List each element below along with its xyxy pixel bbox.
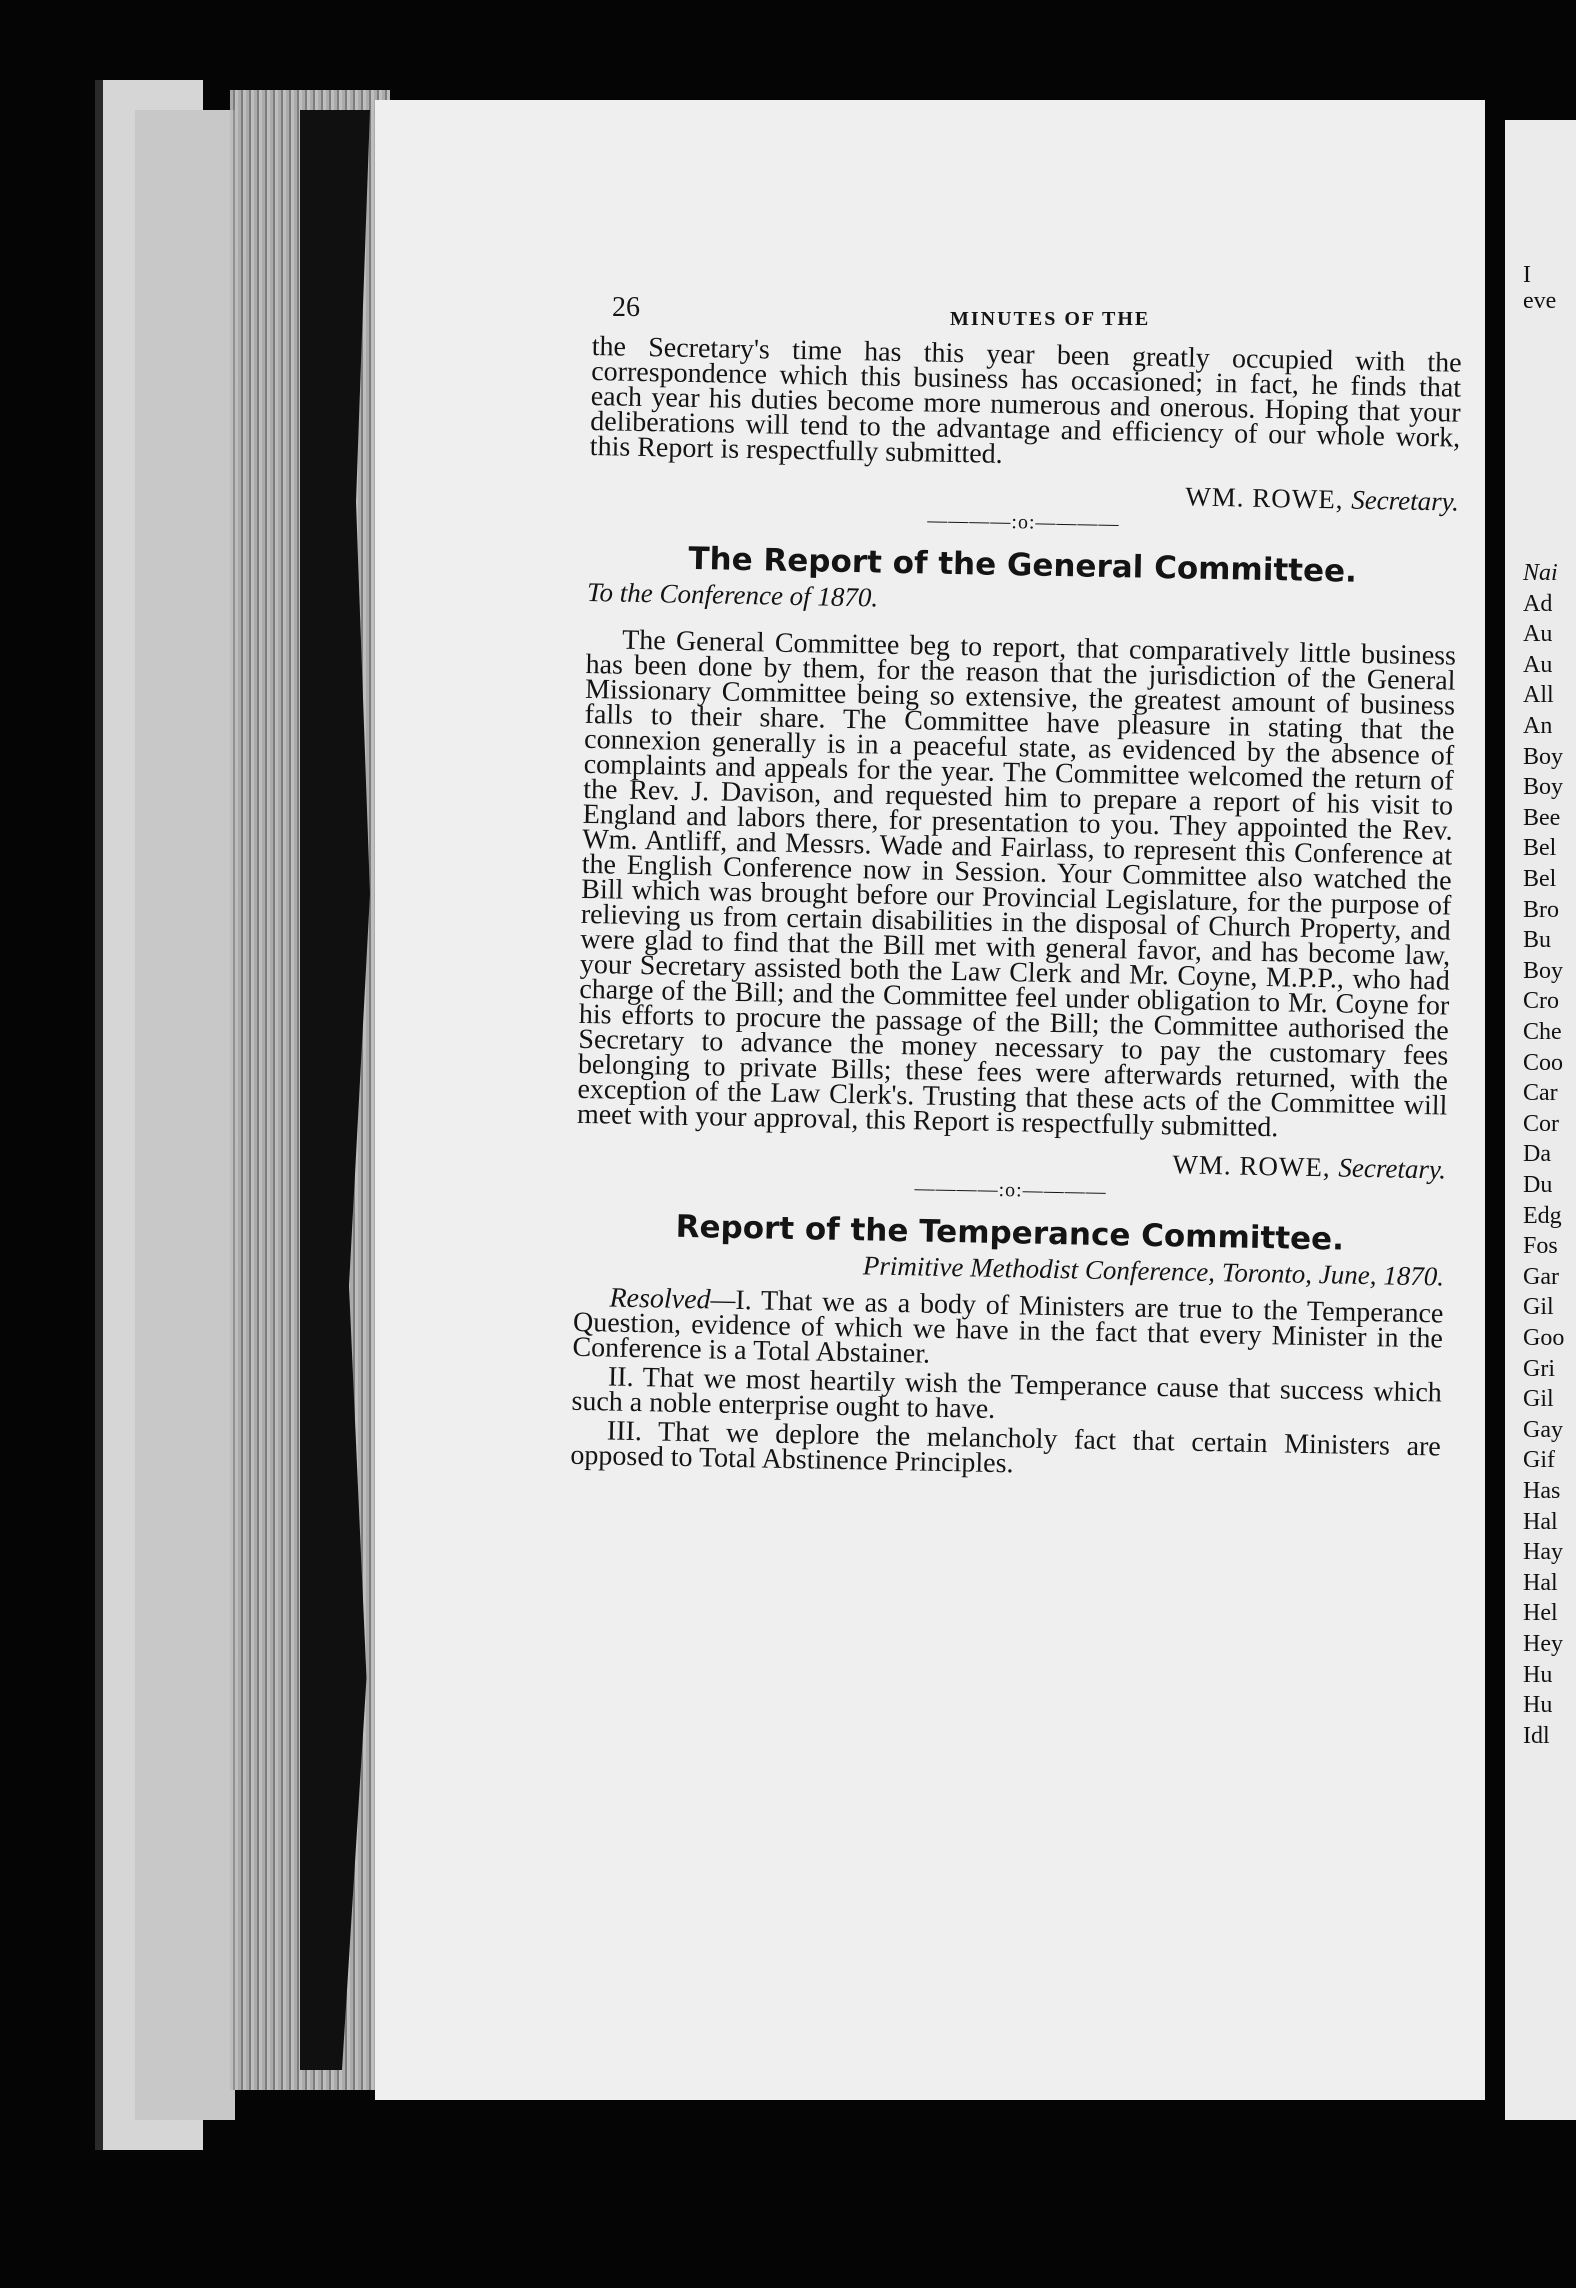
facing-page-fragment: Bu (1523, 927, 1552, 954)
signature-role: Secretary. (1338, 1152, 1447, 1185)
resolved-label: Resolved— (609, 1282, 736, 1316)
signature-role: Secretary. (1350, 484, 1460, 517)
general-committee-body: The General Committee beg to report, that comparatively little business has been done by them, for the reason that the jurisdiction of the General Missionary Committee being so extensive, the greatest amount of business falls to their share. The Committee have pleasure in stating that the connexion generally is in a peaceful state, as evidenced by the absence of complaints and appeals for the year. The Committee welcomed the return of the Rev. J. Davison, and requested him to prepare a report of his visit to England and labors there, for presentation to you. They appointed the Rev. Wm. Antliff, and Messrs. Wade and Fairlass, to represent this Conference at the English Conference now in Session. Your Committee also watched the Bill which was brought before our Provincial Legislature, for the purpose of relieving us from certain disabilities in the disposal of Church Property, and were glad to find that the Bill met with general favor, and has become law, your Secretary assisted both the Law Clerk and Mr. Coyne, M.P.P., who had charge of the Bill; and the Committee feel under obligation to Mr. Coyne for his efforts to procure the passage of the Bill; the Committee authorised the Secretary to advance the money necessary to pay the customary fees belonging to private Bills; these fees were afterwards returned, with the exception of the Law Clerk's. Trusting that these acts of the Committee will meet with your approval, this Report is respectfully submitted. (576, 624, 1457, 1144)
book-inner-board (135, 110, 235, 2120)
facing-page-fragment: All (1523, 682, 1554, 709)
facing-page-fragment: Bel (1523, 866, 1557, 892)
resolution-1-text: I. That we as a body of Ministers are true to the Temperance Question, evidence of which we have in the fact that every Minister in the Conference is a Total Abstainer. (572, 1284, 1444, 1370)
resolution-3: III. That we deplore the melancholy fact that certain Ministers are opposed to Total Abstinence Principles. (570, 1415, 1442, 1480)
facing-page-fragment: Hu (1523, 1692, 1553, 1719)
facing-page-fragment: Au (1523, 621, 1553, 648)
facing-page-fragment: Gri (1523, 1355, 1555, 1382)
facing-page-fragment: Hal (1523, 1569, 1558, 1596)
facing-page-fragment: Hu (1523, 1661, 1553, 1688)
page-number: 26 (612, 292, 640, 323)
facing-page-fragment: Boy (1523, 743, 1564, 770)
facing-page-fragment: Boy (1523, 774, 1564, 801)
section-divider: ————:o:———— (914, 1177, 1107, 1204)
gutter-shadow (300, 110, 370, 2070)
facing-page-fragment: eve (1523, 288, 1557, 314)
facing-page-fragment: Che (1523, 1019, 1562, 1045)
facing-page-fragment: Du (1523, 1172, 1553, 1198)
facing-page-fragment: Fos (1523, 1233, 1558, 1260)
facing-page-fragment: Edg (1523, 1202, 1562, 1229)
facing-page-fragment: Gif (1523, 1447, 1555, 1474)
temperance-committee-heading: Report of the Temperance Committee. (675, 1208, 1345, 1258)
facing-page-fragment: Gil (1523, 1294, 1554, 1321)
facing-page-fragment: Hay (1523, 1539, 1563, 1566)
signature-name: WM. ROWE, (1172, 1149, 1331, 1183)
facing-page-fragment: Cor (1523, 1110, 1559, 1137)
facing-page-fragment: Ad (1523, 590, 1553, 617)
facing-page-fragment: Bel (1523, 835, 1557, 862)
facing-page (1505, 120, 1576, 2120)
facing-page-fragment: Nai (1523, 560, 1558, 586)
facing-page-fragment: Gil (1523, 1386, 1554, 1413)
running-head-title: MINUTES OF THE (950, 308, 1151, 330)
facing-page-fragment: Hey (1523, 1631, 1563, 1657)
facing-page-fragment: Gay (1523, 1416, 1563, 1443)
facing-page-fragment: Hel (1523, 1600, 1558, 1627)
facing-page-fragment: I (1523, 262, 1531, 288)
facing-page-fragment: An (1523, 713, 1553, 739)
secretary-report-closing: the Secretary's time has this year been greatly occupied with the correspondence which this business has occasioned; in fact, he finds that each year his duties become more numerous and onerous. Hoping that your deliberations will tend to the advantage and efficiency of our whole work, this Report is respectfully submitted. (589, 331, 1462, 470)
facing-page-fragment: Hal (1523, 1508, 1558, 1535)
facing-page-fragment: Bee (1523, 804, 1561, 831)
resolution-2: II. That we most heartily wish the Temperance cause that success which such a noble enterprise ought to have. (571, 1361, 1443, 1425)
facing-page-fragment: Goo (1523, 1325, 1565, 1351)
facing-page-fragment: Coo (1523, 1049, 1564, 1076)
facing-page-fragment: Has (1523, 1478, 1561, 1504)
signature-name: WM. ROWE, (1185, 481, 1344, 515)
facing-page-fragment: Au (1523, 651, 1553, 678)
facing-page-fragment: Boy (1523, 957, 1564, 984)
page-body (570, 331, 1462, 1484)
section-divider: ————:o:———— (927, 509, 1120, 536)
general-committee-heading: The Report of the General Committee. (688, 540, 1358, 590)
temperance-place-line: Primitive Methodist Conference, Toronto, June, 1870. (862, 1250, 1445, 1292)
facing-page-fragment: Idl (1523, 1722, 1550, 1749)
facing-page-fragment: Da (1523, 1141, 1551, 1168)
general-committee-to-line: To the Conference of 1870. (586, 576, 879, 613)
facing-page-fragment: Bro (1523, 896, 1559, 923)
facing-page-fragment: Gar (1523, 1263, 1559, 1290)
facing-page-fragment: Cro (1523, 988, 1559, 1015)
facing-page-fragment: Car (1523, 1080, 1558, 1107)
